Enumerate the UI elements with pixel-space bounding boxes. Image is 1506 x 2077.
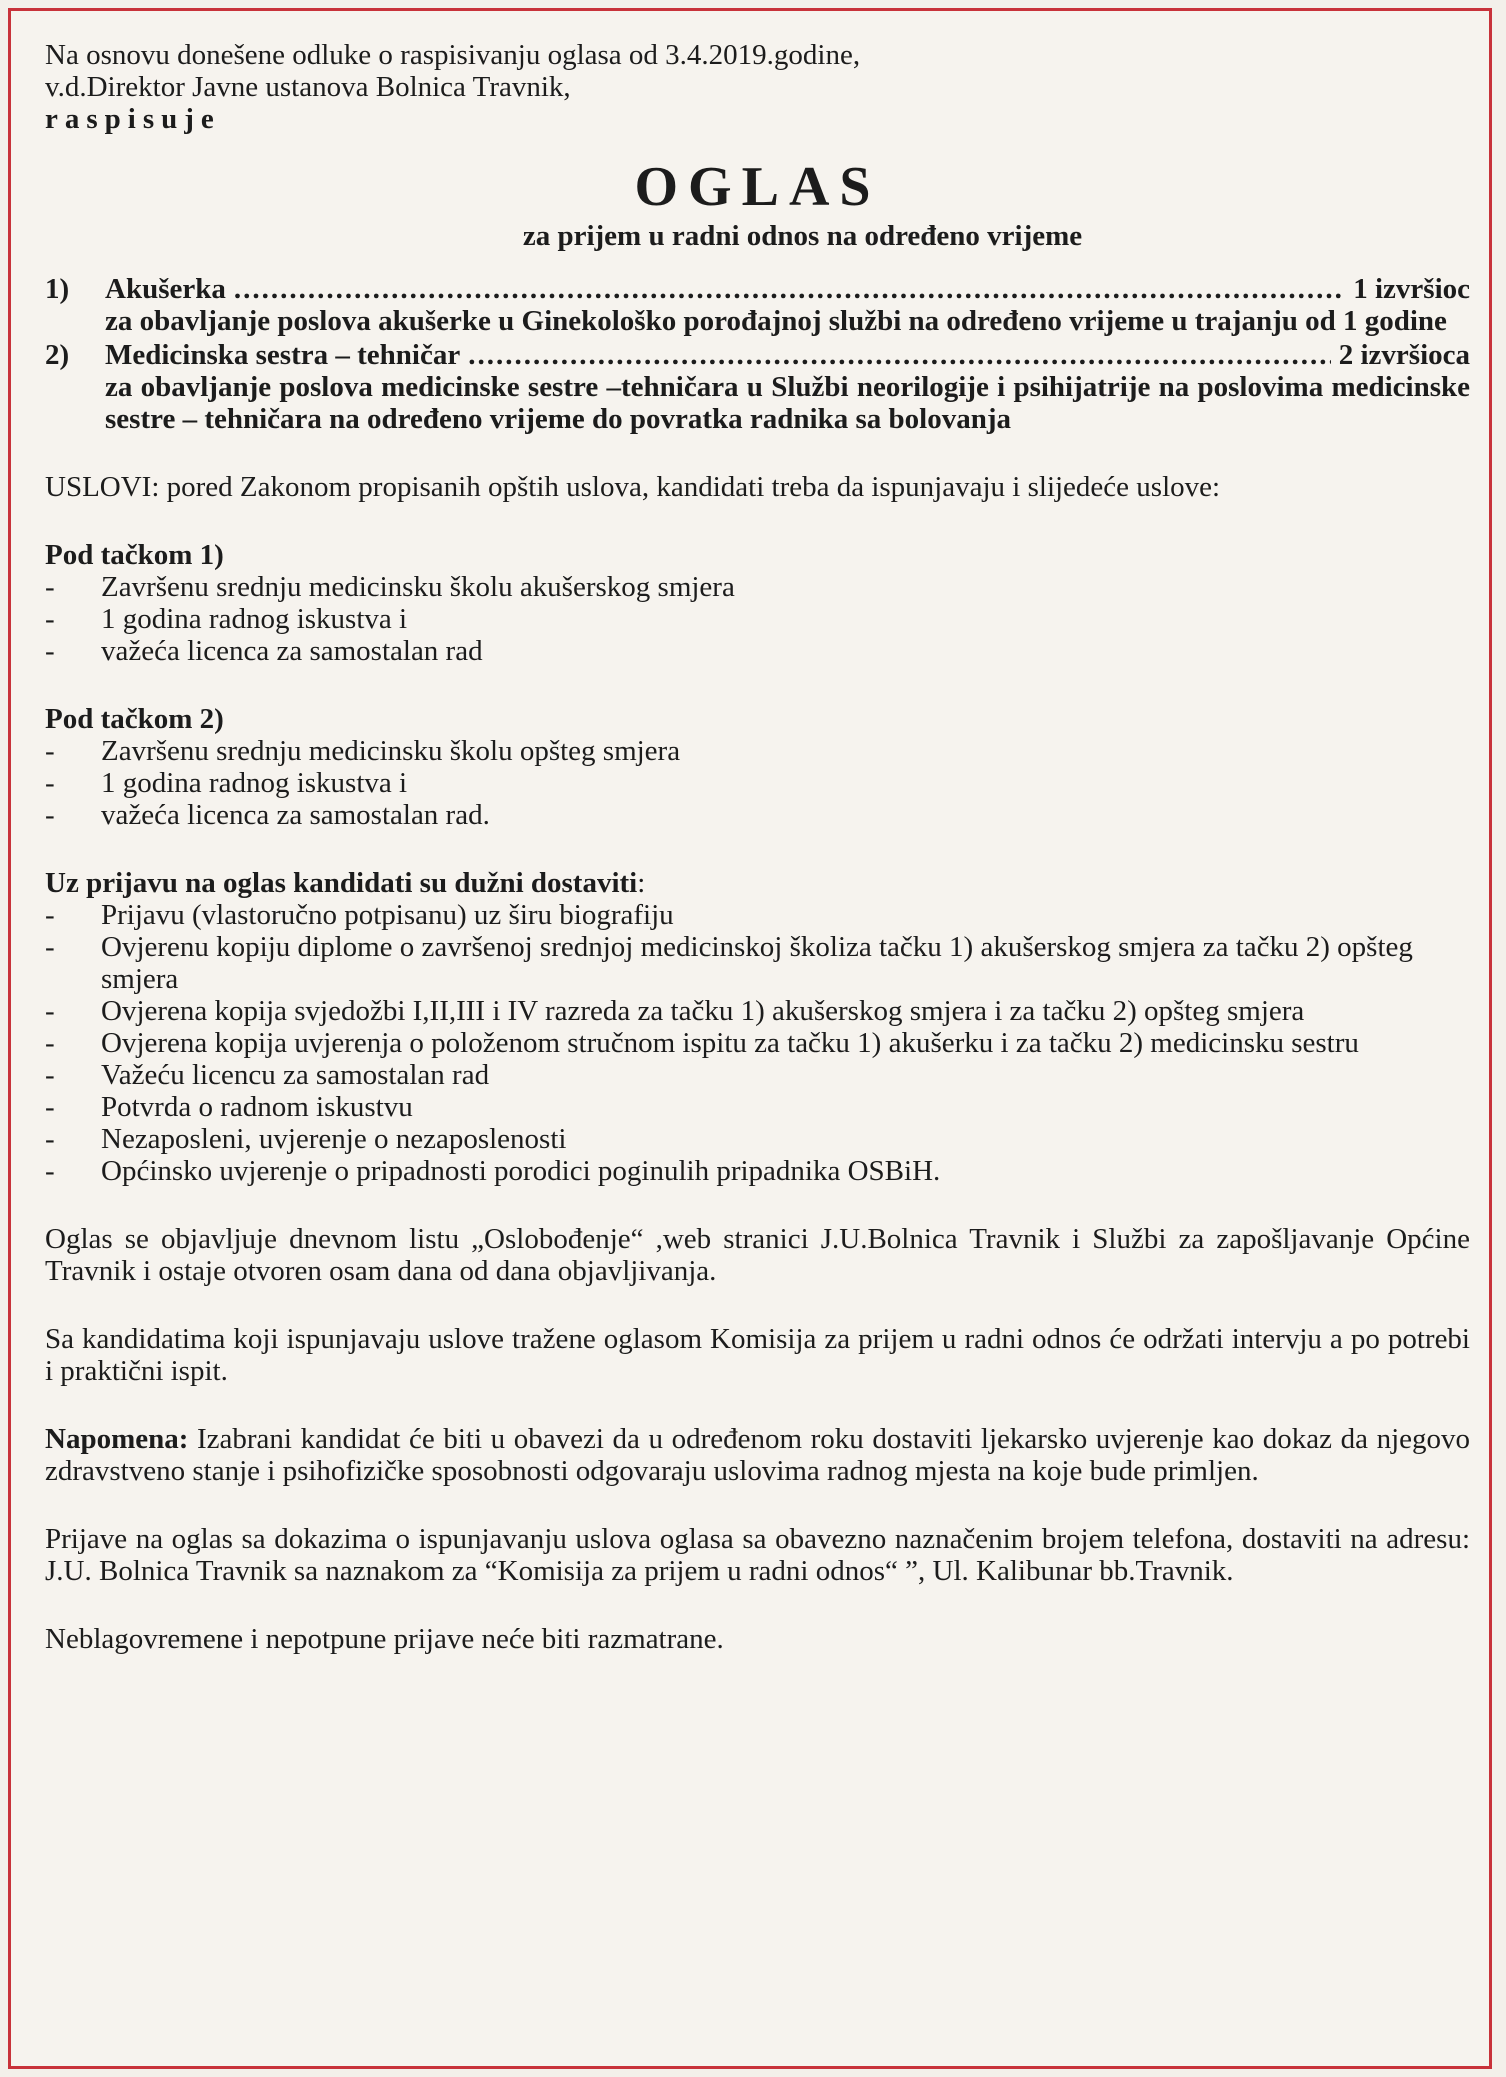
position-title: Akušerka bbox=[105, 273, 226, 305]
list-item: - važeća licenca za samostalan rad bbox=[45, 635, 1470, 667]
list-item: - 1 godina radnog iskustva i bbox=[45, 603, 1470, 635]
closing-paragraph: Neblagovremene i nepotpune prijave neće biti razmatrane. bbox=[45, 1623, 724, 1655]
note-label: Napomena: bbox=[45, 1423, 189, 1455]
documents-heading-colon: : bbox=[637, 867, 646, 899]
dot-leader bbox=[468, 339, 1331, 371]
point-1-list bbox=[45, 571, 1470, 667]
position-number: 2) bbox=[45, 339, 70, 371]
list-item: - Završenu srednju medicinsku školu opšteg smjera bbox=[45, 735, 1470, 767]
position-description: za obavljanje poslova akušerke u Ginekološko porođajnoj službi na određeno vrijeme u trajanju od 1 godine bbox=[105, 305, 1447, 337]
documents-heading: Uz prijavu na oglas kandidati su dužni dostaviti bbox=[45, 867, 638, 899]
document-title: OGLAS bbox=[634, 156, 881, 218]
point-2-heading: Pod tačkom 2) bbox=[45, 703, 224, 735]
position-description: za obavljanje poslova medicinske sestre –tehničara u Službi neorilogije i psihijatrije na poslovima medicinske sestre – tehničara na određeno vrijeme do povratka radnika sa bolovanja bbox=[105, 371, 1470, 435]
list-item: - Prijavu (vlastoručno potpisanu) uz širu biografiju bbox=[45, 899, 1470, 931]
intro-line-2: v.d.Direktor Javne ustanova Bolnica Travnik, bbox=[45, 71, 571, 103]
conditions-intro: USLOVI: pored Zakonom propisanih opštih uslova, kandidati treba da ispunjavaju i slijedeće uslove: bbox=[45, 471, 1221, 503]
position-number: 1) bbox=[45, 273, 70, 305]
list-item: - Ovjerena kopija svjedožbi I,II,III i IV razreda za tačku 1) akušerskog smjera i za tačku 2) opšteg smjera bbox=[45, 995, 1470, 1027]
documents-list bbox=[45, 899, 1470, 1187]
document-content bbox=[45, 39, 1470, 1655]
list-item: - 1 godina radnog iskustva i bbox=[45, 767, 1470, 799]
list-item: - Završenu srednju medicinsku školu akušerskog smjera bbox=[45, 571, 1470, 603]
note-text: Izabrani kandidat će biti u obavezi da u određenom roku dostaviti ljekarsko uvjerenje kao dokaz da njegovo zdravstveno stanje i psihofizičke sposobnosti odgovaraju uslovima radnog mjesta na koje bude primljen. bbox=[45, 1423, 1470, 1487]
note-paragraph bbox=[45, 1423, 1470, 1487]
position-count: 2 izvršioca bbox=[1338, 339, 1470, 371]
position-title: Medicinska sestra – tehničar bbox=[105, 339, 461, 371]
list-item: - Nezaposleni, uvjerenje o nezaposlenosti bbox=[45, 1123, 1470, 1155]
position-item bbox=[45, 273, 1470, 337]
point-1-section bbox=[45, 539, 1470, 667]
document-subtitle: za prijem u radni odnos na određeno vrijeme bbox=[522, 220, 1083, 252]
submission-paragraph: Prijave na oglas sa dokazima o ispunjavanju uslova oglasa sa obavezno naznačenim brojem telefona, dostaviti na adresu: J.U. Bolnica Travnik sa naznakom za “Komisija za prijem u radni odnos“ ”, Ul. Kalibunar bb.Travnik. bbox=[45, 1523, 1470, 1587]
document-frame bbox=[8, 8, 1492, 2069]
documents-section bbox=[45, 867, 1470, 1187]
dot-leader bbox=[234, 273, 1345, 305]
list-item: - Važeću licencu za samostalan rad bbox=[45, 1059, 1470, 1091]
point-1-heading: Pod tačkom 1) bbox=[45, 539, 224, 571]
position-item bbox=[45, 339, 1470, 435]
publication-paragraph: Oglas se objavljuje dnevnom listu „Oslobođenje“ ,web stranici J.U.Bolnica Travnik i Službi za zapošljavanje Općine Travnik i ostaje otvoren osam dana od dana objavljivanja. bbox=[45, 1223, 1470, 1287]
intro-line-3: raspisuje bbox=[45, 103, 221, 135]
intro bbox=[45, 39, 1470, 135]
position-count: 1 izvršioc bbox=[1353, 273, 1470, 305]
point-2-list bbox=[45, 735, 1470, 831]
list-item: - Općinsko uvjerenje o pripadnosti porodici poginulih pripadnika OSBiH. bbox=[45, 1155, 1470, 1187]
positions-list bbox=[45, 273, 1470, 435]
point-2-section bbox=[45, 703, 1470, 831]
intro-line-1: Na osnovu donešene odluke o raspisivanju oglasa od 3.4.2019.godine, bbox=[45, 39, 861, 71]
list-item: - Potvrda o radnom iskustvu bbox=[45, 1091, 1470, 1123]
interview-paragraph: Sa kandidatima koji ispunjavaju uslove tražene oglasom Komisija za prijem u radni odnos će održati intervju a po potrebi i praktični ispit. bbox=[45, 1323, 1470, 1387]
list-item: - važeća licenca za samostalan rad. bbox=[45, 799, 1470, 831]
list-item: - Ovjerena kopija uvjerenja o položenom stručnom ispitu za tačku 1) akušerku i za tačku 2) medicinsku sestru bbox=[45, 1027, 1470, 1059]
list-item: - Ovjerenu kopiju diplome o završenoj srednjoj medicinskoj školiza tačku 1) akušerskog smjera za tačku 2) opšteg smjera bbox=[45, 931, 1470, 995]
